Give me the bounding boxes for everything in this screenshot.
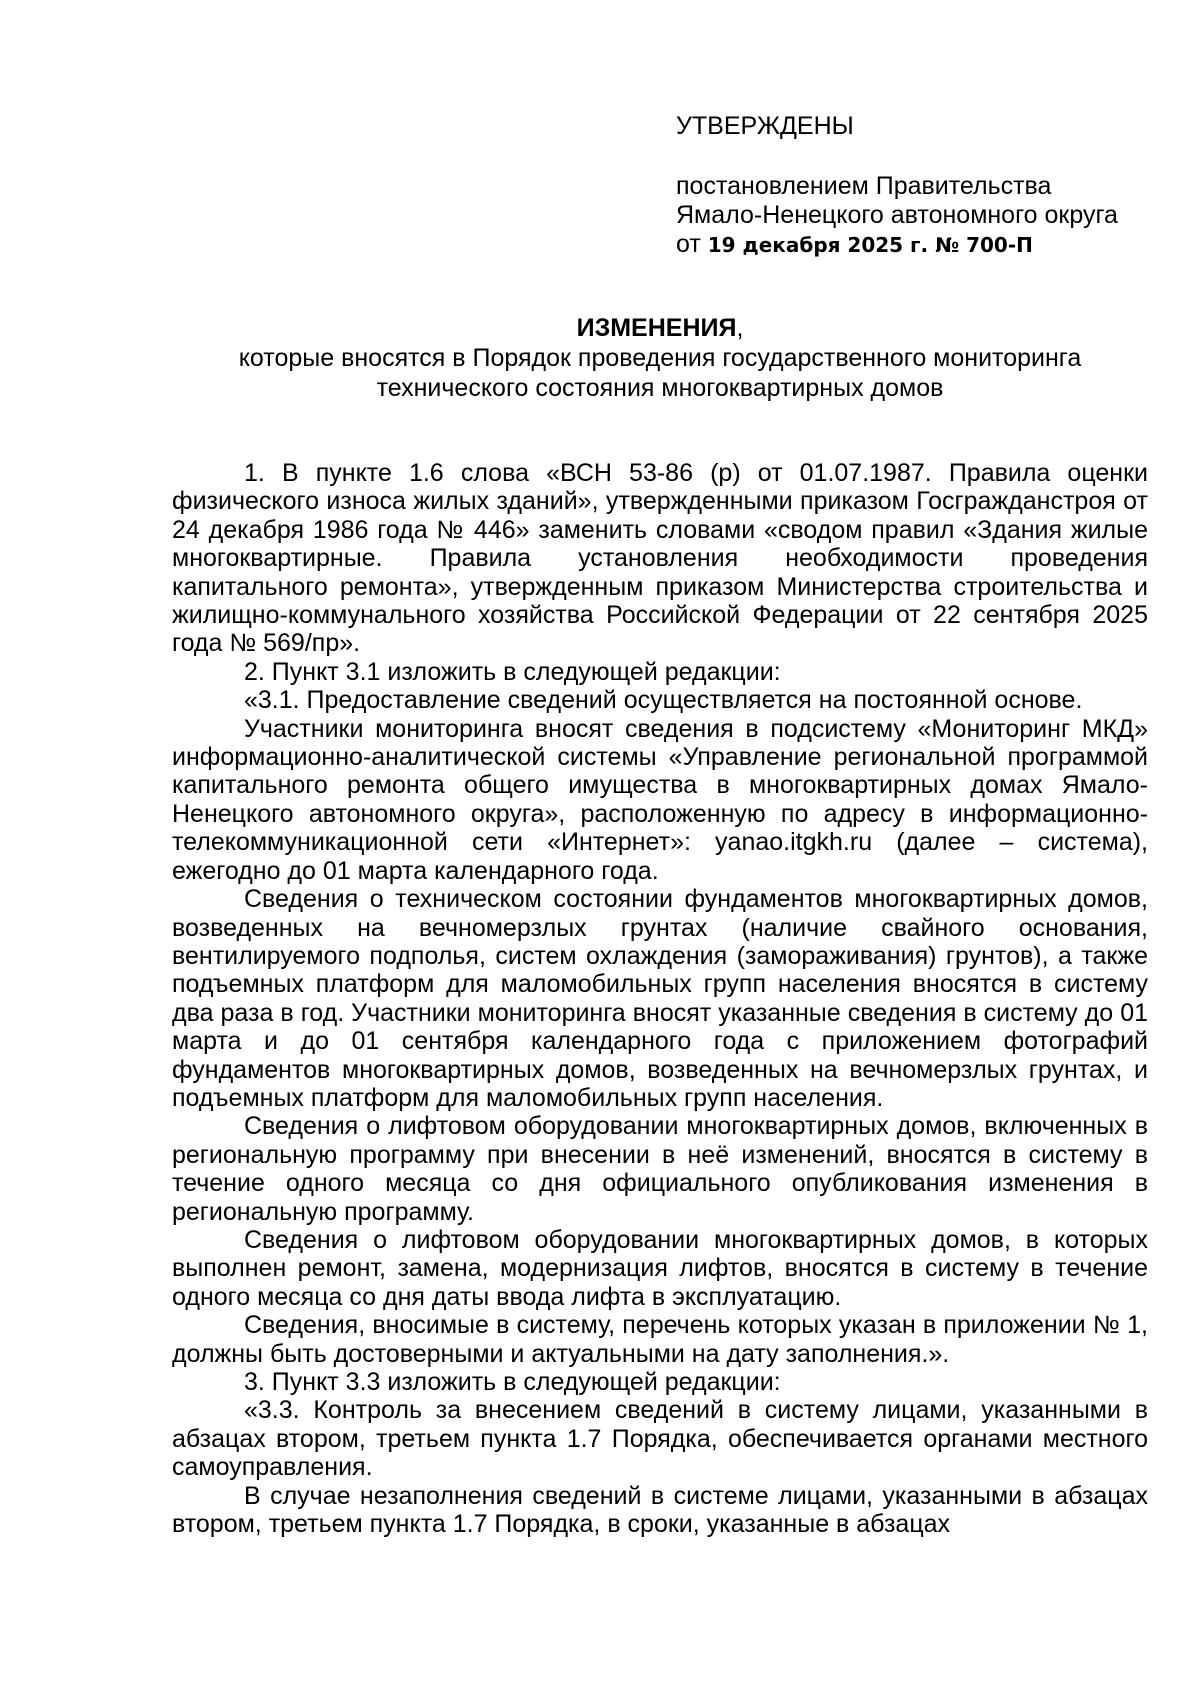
paragraph-7: Сведения о лифтовом оборудовании многоквартирных домов, в которых выполнен ремонт, замена, модернизация лифтов, вносятся в систему в течение одного месяца со дня даты ввода лифта в эксплуатацию. [172,1225,1148,1311]
paragraph-2: 2. Пункт 3.1 изложить в следующей редакции: [244,657,781,686]
approval-stamp: УТВЕРЖДЕНЫ [676,112,854,140]
document-title [172,313,1148,403]
paragraph-4: Участники мониторинга вносят сведения в подсистему «Мониторинг МКД» информационно-аналитической системы «Управление региональной программой капитального ремонта общего имущества в многоквартирных домах Ямало-Ненецкого автономного округа», расположенную по адресу в информационно-телекоммуникационной сети «Интернет»: yanao.itgkh.ru (далее – система), ежегодно до 01 марта календарного года. [172,714,1148,885]
paragraph-6: Сведения о лифтовом оборудовании многоквартирных домов, включенных в региональную программу при внесении в неё изменений, вносятся в систему в течение одного месяца со дня официального опубликования изменения в региональную программу. [172,1112,1148,1226]
paragraph-11: В случае незаполнения сведений в системе лицами, указанными в абзацах втором, третьем пункта 1.7 Порядка, в сроки, указанные в абзацах [172,1481,1148,1539]
title-line-2: технического состояния многоквартирных домов [376,374,944,402]
paragraph-9: 3. Пункт 3.3 изложить в следующей редакции: [244,1368,781,1396]
approval-date-prefix: от [676,230,701,258]
title-heading-line [172,313,1148,343]
paragraph-3: «3.1. Предоставление сведений осуществляется на постоянной основе. [244,686,1083,715]
paragraph-8: Сведения, вносимые в систему, перечень которых указан в приложении № 1, должны быть достоверными и актуальными на дату заполнения.». [172,1311,1148,1368]
title-heading-suffix: , [736,314,744,342]
paragraph-10: «3.3. Контроль за внесением сведений в систему лицами, указанными в абзацах втором, третьем пункта 1.7 Порядка, обеспечивается органами местного самоуправления. [172,1396,1148,1482]
document-body [172,459,1148,1538]
approval-line-2: Ямало-Ненецкого автономного округа [676,201,1118,229]
paragraph-5: Сведения о техническом состоянии фундаментов многоквартирных домов, возведенных на вечномерзлых грунтах (наличие свайного основания, вентилируемого подполья, систем охлаждения (замораживания) грунтов), а также подъемных платформ для маломобильных групп населения вносятся в систему два раза в год. Участники мониторинга вносят указанные сведения в систему до 01 марта и до 01 сентября календарного года с приложением фотографий фундаментов многоквартирных домов, возведенных на вечномерзлых грунтах, и подъемных платформ для маломобильных групп населения. [172,885,1148,1112]
approval-date-number: 19 декабря 2025 г. № 700-П [707,233,1033,257]
title-heading: ИЗМЕНЕНИЯ [576,314,737,342]
approval-date-line [676,230,1156,260]
title-line-1: которые вносятся в Порядок проведения государственного мониторинга [238,344,1082,372]
approval-block [676,112,1156,260]
paragraph-1: 1. В пункте 1.6 слова «ВСН 53-86 (р) от 01.07.1987. Правила оценки физического износа жилых зданий», утвержденными приказом Госгражданстроя от 24 декабря 1986 года № 446» заменить словами «сводом правил «Здания жилые многоквартирные. Правила установления необходимости проведения капитального ремонта», утвержденным приказом Министерства строительства и жилищно-коммунального хозяйства Российской Федерации от 22 сентября 2025 года № 569/пр». [172,459,1148,658]
approval-line-1: постановлением Правительства [676,172,1052,200]
